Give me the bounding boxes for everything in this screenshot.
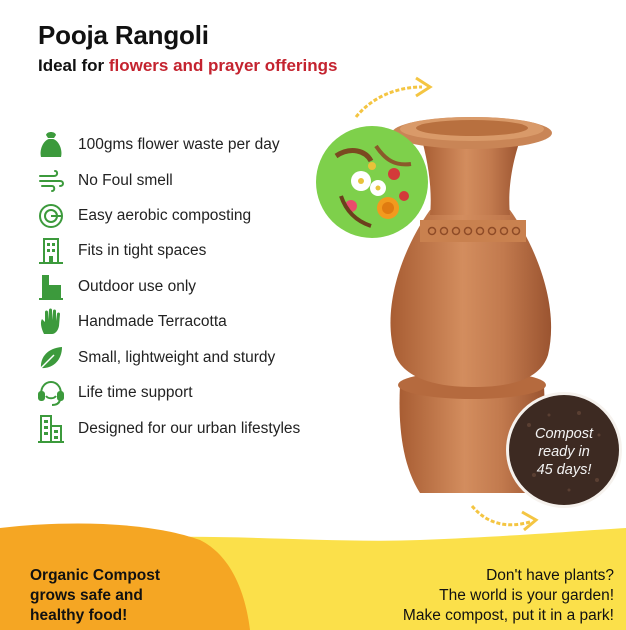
outdoor-icon <box>36 272 66 302</box>
feature-label: 100gms flower waste per day <box>78 136 280 153</box>
building-icon <box>36 236 66 266</box>
feature-item <box>36 307 356 337</box>
arrow-top-icon <box>352 72 442 122</box>
support-headset-icon <box>36 378 66 408</box>
feature-item <box>36 130 356 160</box>
feature-label: Fits in tight spaces <box>78 242 207 259</box>
footer-left-text <box>30 566 160 626</box>
hand-icon <box>36 307 66 337</box>
feature-label: Handmade Terracotta <box>78 313 227 330</box>
compost-badge-line: ready in <box>538 444 590 460</box>
page-subtitle <box>38 56 337 76</box>
flowers-image <box>316 126 428 238</box>
footer-left-line: healthy food! <box>30 607 128 624</box>
subtitle-highlight: flowers and prayer offerings <box>108 56 338 75</box>
leaf-icon <box>36 343 66 373</box>
compost-badge-line: Compost <box>534 426 594 442</box>
city-icon <box>36 414 66 444</box>
feature-item <box>36 414 356 444</box>
feature-item <box>36 272 356 302</box>
subtitle-prefix: Ideal for <box>38 56 109 75</box>
feature-item <box>36 378 356 408</box>
footer-left-line: Organic Compost <box>30 567 161 584</box>
compost-badge <box>506 392 622 508</box>
feature-item <box>36 166 356 196</box>
feature-label: Small, lightweight and sturdy <box>78 349 276 366</box>
footer-left-line: grows safe and <box>30 587 143 604</box>
waste-bag-icon <box>36 130 66 160</box>
feature-label: Easy aerobic composting <box>78 207 252 224</box>
compost-badge-line: 45 days! <box>536 462 592 478</box>
wind-icon <box>36 166 66 196</box>
feature-label: Outdoor use only <box>78 278 197 295</box>
feature-item <box>36 236 356 266</box>
feature-label: Designed for our urban lifestyles <box>78 420 301 437</box>
footer-right-text <box>403 566 614 626</box>
feature-label: No Foul smell <box>78 172 173 189</box>
arrow-bottom-icon <box>468 500 548 540</box>
footer-right-line: Make compost, put it in a park! <box>402 607 614 624</box>
feature-item <box>36 201 356 231</box>
page-title: Pooja Rangoli <box>38 20 209 50</box>
aerobic-swirl-icon <box>36 201 66 231</box>
footer-right-line: Don't have plants? <box>486 567 614 584</box>
feature-label: Life time support <box>78 384 193 401</box>
footer-right-line: The world is your garden! <box>439 587 614 604</box>
feature-item <box>36 343 356 373</box>
